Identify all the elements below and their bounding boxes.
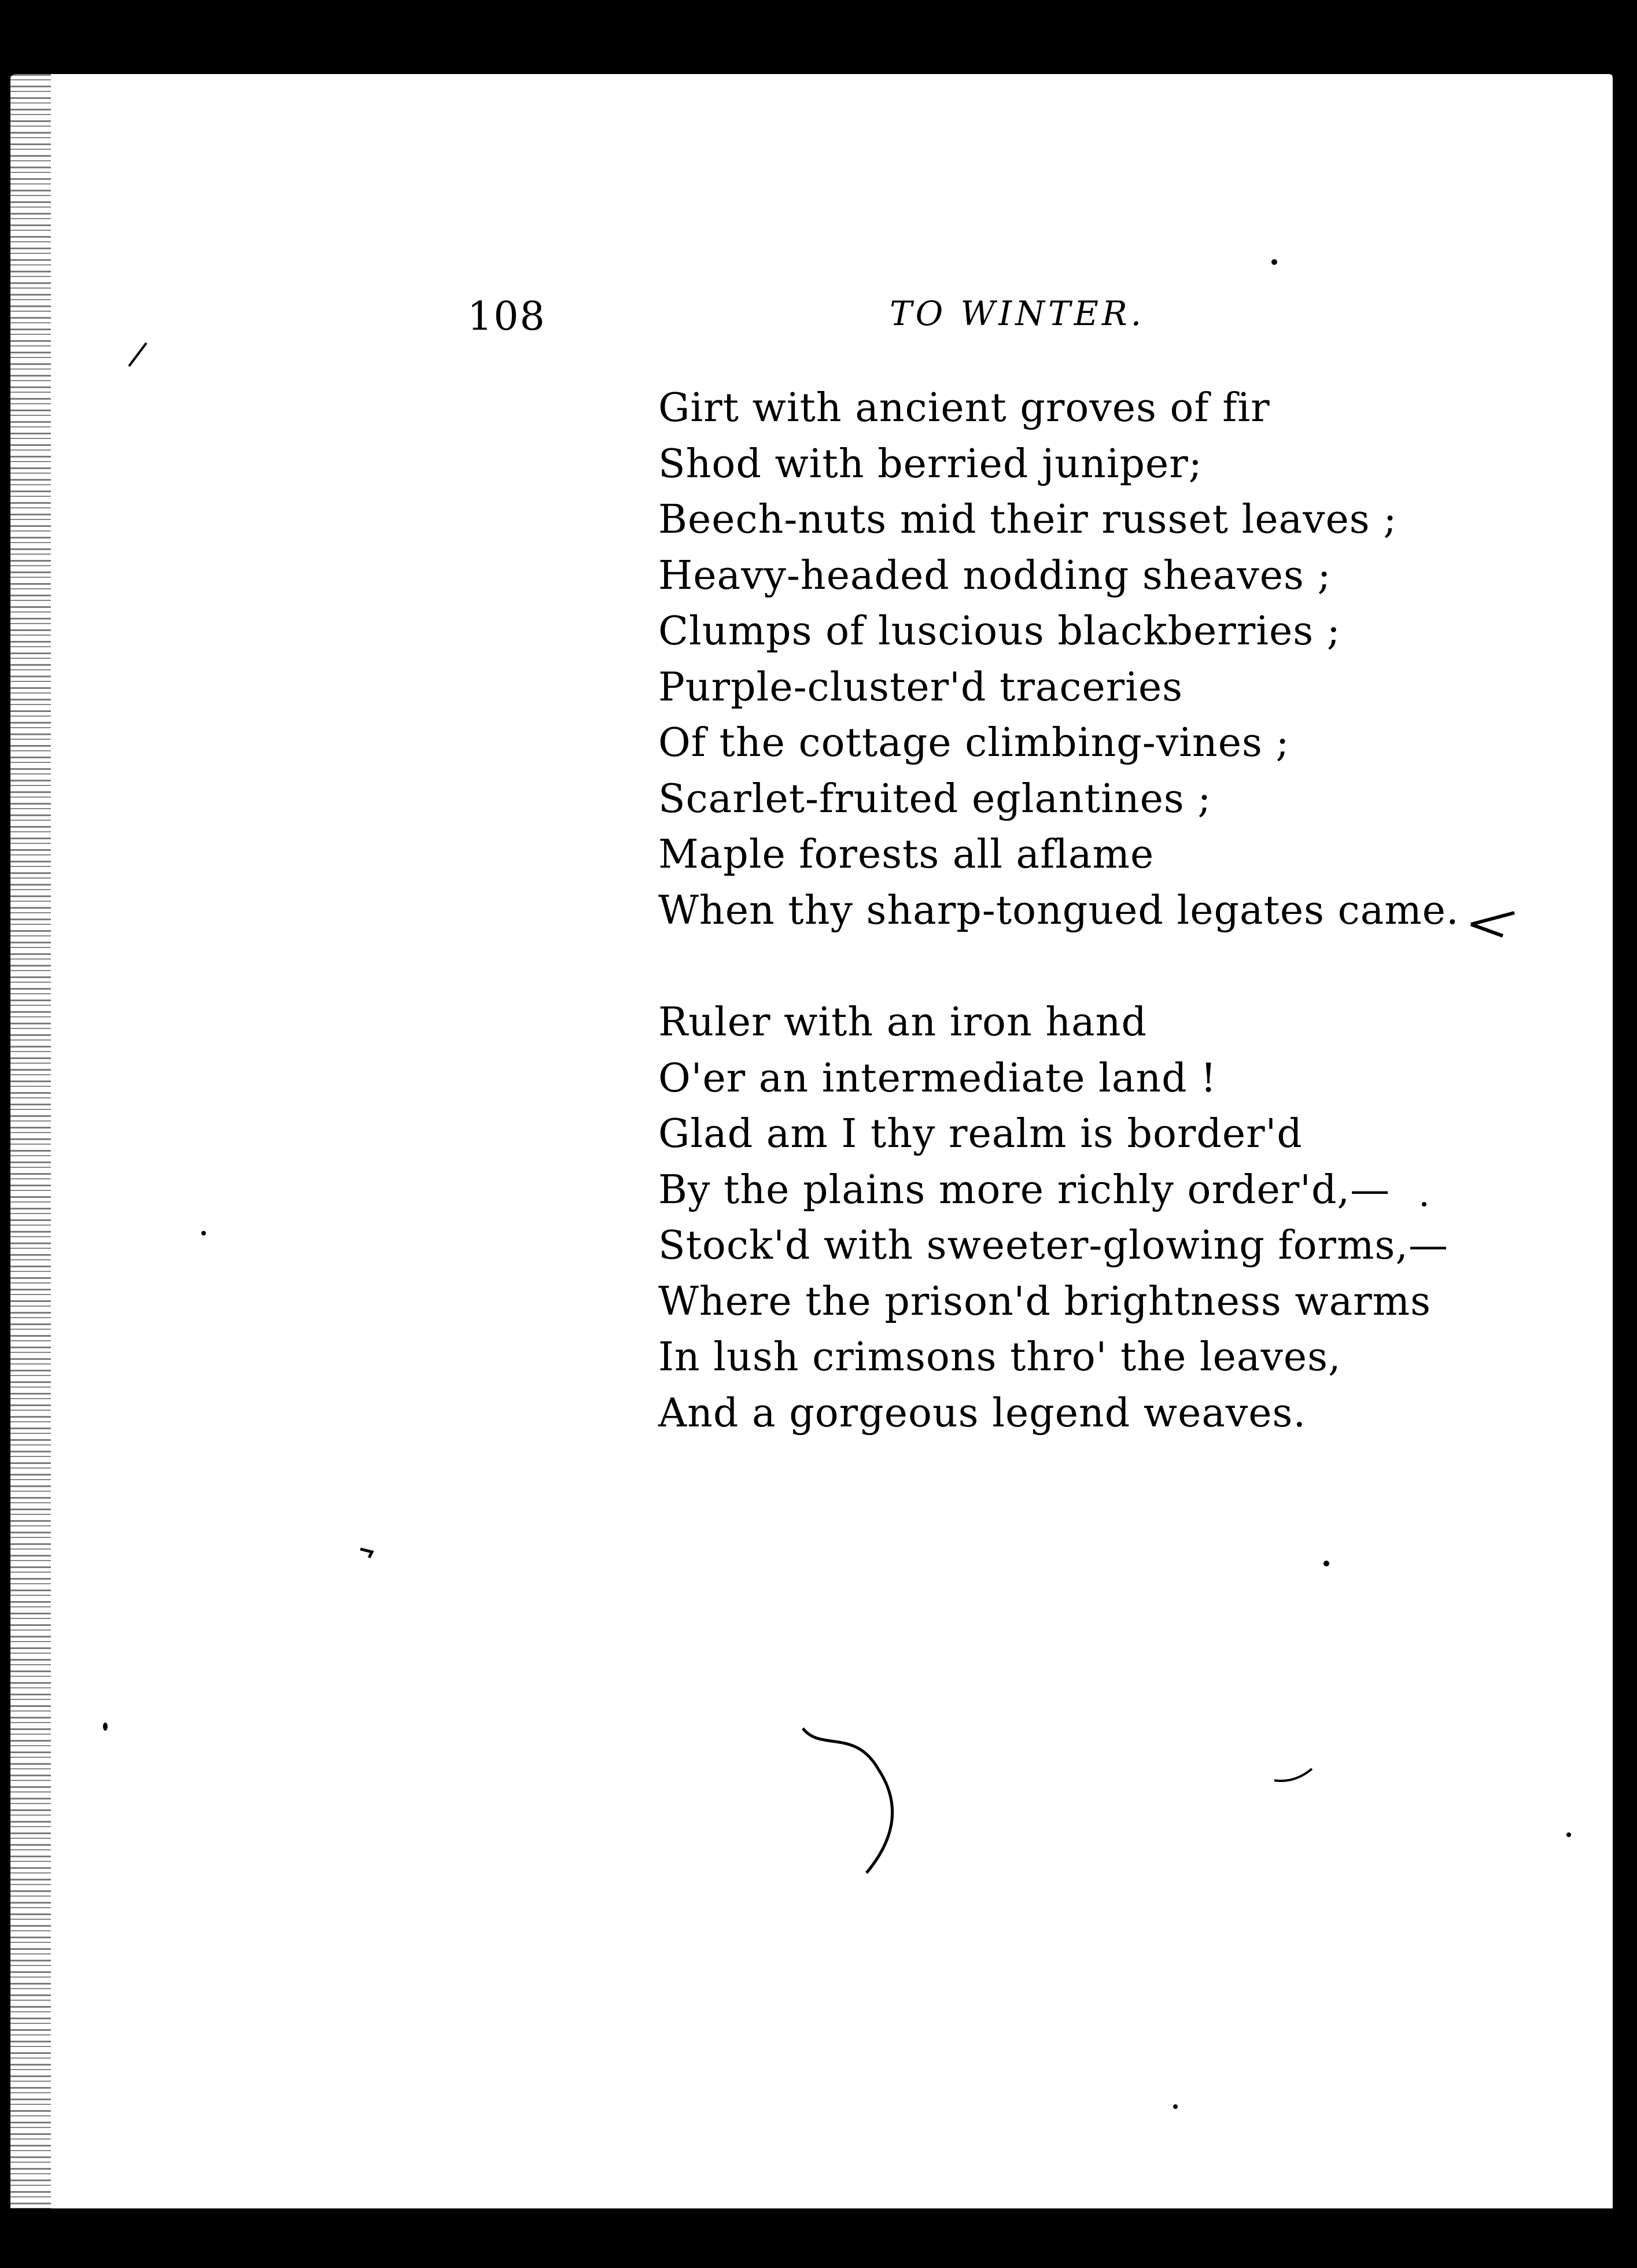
poem-line: Scarlet-fruited eglantines ; [658,776,1212,822]
poem-line: Girt with ancient groves of fir [658,385,1270,431]
scan-speck [201,1231,206,1236]
scan-speck [1422,1202,1426,1207]
running-head [10,294,1613,352]
scan-speck [1173,2104,1178,2109]
poem-line: Shod with berried juniper; [658,441,1203,487]
running-title: TO WINTER. [890,294,1145,333]
poem-line: Beech-nuts mid their russet leaves ; [658,497,1398,543]
poem-line: Glad am I thy realm is border'd [658,1111,1303,1157]
scan-speck [1323,1561,1329,1566]
stanza-1 [658,381,1584,939]
poem-line: O'er an intermediate land ! [658,1055,1217,1101]
stray-tick-mark [357,1543,381,1561]
poem-line: Where the prison'd brightness warms [658,1278,1432,1325]
scan-speck [1271,259,1277,265]
stray-tick-mark [126,340,149,369]
stray-tick-mark [1271,1763,1318,1786]
poem-line: Ruler with an iron hand [658,1000,1148,1045]
poem-line: Maple forests all aflame [658,832,1155,877]
stray-arrow-mark [1468,907,1520,942]
poem-line: Heavy-headed nodding sheaves ; [658,552,1332,599]
poem-line: And a gorgeous legend weaves. [658,1390,1307,1436]
poem-line: Stock'd with sweeter-glowing forms,— [658,1223,1449,1268]
poem-line: In lush crimsons thro' the leaves, [658,1334,1341,1380]
stanza-2 [658,995,1584,1441]
poem-line: Clumps of luscious blackberries ; [658,609,1341,654]
poem-line: Purple-cluster'd traceries [658,664,1183,710]
scan-speck [103,1723,108,1731]
binding-edge [10,74,51,2208]
poem-line: When thy sharp-tongued legates came. [658,887,1459,934]
scan-speck [1566,1832,1571,1837]
poem [658,381,1584,1441]
book-page [10,74,1613,2208]
page-number: 108 [467,294,546,340]
poem-line: Of the cottage climbing-vines ; [658,720,1290,766]
poem-line: By the plains more richly order'd,— [658,1167,1391,1213]
stray-curve-mark [786,1705,913,1890]
